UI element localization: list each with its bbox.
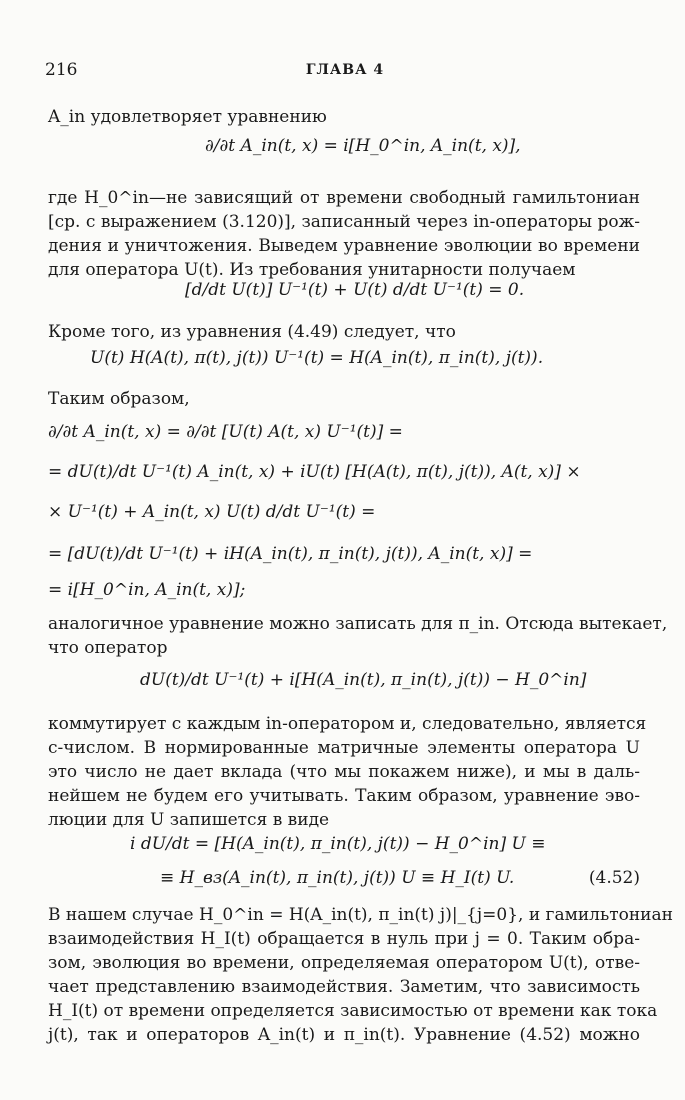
paragraph-5-line-1: аналогичное уравнение можно записать для π_in. Отсюда вытекает, [48, 614, 668, 634]
equation-1: ∂/∂t A_in(t, x) = i[H_0^in, A_in(t, x)], [205, 136, 521, 156]
equation-number: (4.52) [588, 868, 640, 888]
equation-3: U(t) H(A(t), π(t), j(t)) U⁻¹(t) = H(A_in(t), π_in(t), j(t)). [90, 348, 544, 368]
equation-4-line-5: = i[H_0^in, A_in(t, x)]; [48, 580, 246, 600]
paragraph-6-line-4: нейшем не будем его учитывать. Таким образом, уравнение эво- [48, 786, 640, 806]
running-header [45, 60, 645, 82]
paragraph-4 [48, 387, 640, 411]
paragraph-2 [48, 186, 640, 282]
paragraph-6-line-5: люции для U запишется в виде [48, 810, 330, 830]
paragraph-3 [48, 320, 640, 344]
paragraph-4-text: Таким образом, [48, 389, 190, 409]
paragraph-7-line-6: j(t), так и операторов A_in(t) и π_in(t). Уравнение (4.52) можно [48, 1025, 640, 1045]
page-number: 216 [45, 60, 78, 80]
paragraph-1 [48, 105, 640, 129]
paragraph-6-line-3: это число не дает вклада (что мы покажем ниже), и мы в даль- [48, 762, 640, 782]
paragraph-3-text: Кроме того, из уравнения (4.49) следует, что [48, 322, 456, 342]
equation-5: dU(t)/dt U⁻¹(t) + i[H(A_in(t), π_in(t), j(t)) − H_0^in] [140, 670, 587, 690]
paragraph-2-line-2: [ср. с выражением (3.120)], записанный через in-операторы рож- [48, 212, 640, 232]
paragraph-2-line-4: для оператора U(t). Из требования унитарности получаем [48, 260, 576, 280]
paragraph-7-line-5: H_I(t) от времени определяется зависимостью от времени как тока [48, 1001, 658, 1021]
paragraph-6-line-2: c-числом. В нормированные матричные элементы оператора U [48, 738, 640, 758]
paragraph-5-line-2: что оператор [48, 638, 168, 658]
paragraph-5 [48, 612, 668, 660]
equation-6-line-2: ≡ H_вз(A_in(t), π_in(t), j(t)) U ≡ H_I(t) U. [160, 868, 515, 888]
paragraph-2-line-3: дения и уничтожения. Выведем уравнение эволюции во времени [48, 236, 640, 256]
equation-4-line-2: = dU(t)/dt U⁻¹(t) A_in(t, x) + iU(t) [H(A(t), π(t), j(t)), A(t, x)] × [48, 462, 581, 482]
equation-4-line-1: ∂/∂t A_in(t, x) = ∂/∂t [U(t) A(t, x) U⁻¹(t)] = [48, 422, 403, 442]
paragraph-2-line-1: где H_0^in—не зависящий от времени свободный гамильтониан [48, 188, 640, 208]
equation-6-line-1: i dU/dt = [H(A_in(t), π_in(t), j(t)) − H_0^in] U ≡ [130, 834, 546, 854]
paragraph-7-line-3: зом, эволюция во времени, определяемая оператором U(t), отве- [48, 953, 640, 973]
paragraph-7-line-2: взаимодействия H_I(t) обращается в нуль при j = 0. Таким обра- [48, 929, 640, 949]
equation-4-line-4: = [dU(t)/dt U⁻¹(t) + iH(A_in(t), π_in(t), j(t)), A_in(t, x)] = [48, 544, 533, 564]
equation-4-line-3: × U⁻¹(t) + A_in(t, x) U(t) d/dt U⁻¹(t) = [48, 502, 376, 522]
paragraph-6 [48, 712, 647, 832]
paragraph-6-line-1: коммутирует с каждым in-оператором и, следовательно, является [48, 714, 647, 734]
paragraph-7 [48, 903, 673, 1047]
paragraph-7-line-4: чает представлению взаимодействия. Заметим, что зависимость [48, 977, 640, 997]
equation-2: [d/dt U(t)] U⁻¹(t) + U(t) d/dt U⁻¹(t) = 0. [185, 280, 525, 300]
paragraph-7-line-1: В нашем случае H_0^in = H(A_in(t), π_in(t) j)|_{j=0}, и гамильтониан [48, 905, 673, 925]
paragraph-1-text: A_in удовлетворяет уравнению [48, 107, 327, 127]
chapter-title: ГЛАВА 4 [305, 62, 385, 78]
